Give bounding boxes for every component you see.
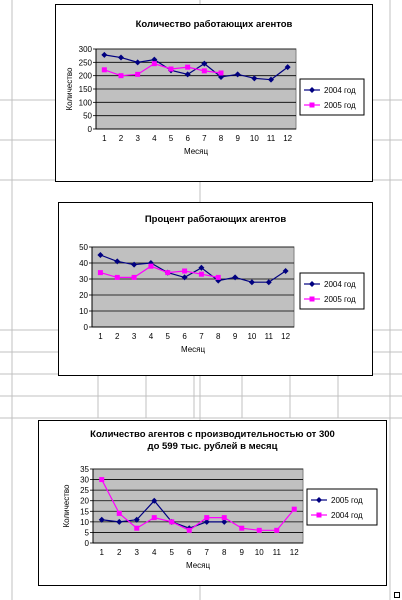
data-point xyxy=(169,519,174,524)
y-tick-label: 15 xyxy=(80,507,89,517)
data-point xyxy=(102,67,107,72)
data-point xyxy=(119,73,124,78)
x-tick-label: 2 xyxy=(118,134,124,143)
y-tick-label: 200 xyxy=(78,71,92,81)
plot-area xyxy=(93,469,303,543)
y-tick-label: 50 xyxy=(83,111,92,121)
chart-title: Процент работающих агентов xyxy=(144,214,287,225)
x-tick-label: 5 xyxy=(165,332,170,341)
x-tick-label: 12 xyxy=(283,134,293,143)
y-tick-label: 100 xyxy=(78,98,92,108)
resize-handle[interactable] xyxy=(394,592,400,598)
x-axis-title: Месяц xyxy=(183,147,209,156)
data-point xyxy=(257,528,262,533)
x-tick-label: 9 xyxy=(232,332,238,341)
x-tick-label: 1 xyxy=(102,134,107,143)
x-tick-label: 9 xyxy=(239,548,244,557)
y-tick-label: 20 xyxy=(80,496,89,506)
y-tick-label: 10 xyxy=(79,307,88,316)
x-tick-label: 8 xyxy=(216,332,221,341)
data-point xyxy=(219,71,224,76)
data-point xyxy=(202,68,207,73)
data-point xyxy=(152,61,157,66)
data-point xyxy=(135,72,140,77)
data-point xyxy=(117,511,122,516)
data-point xyxy=(165,270,170,275)
chart-working-agents-count[interactable] xyxy=(55,4,373,182)
data-point xyxy=(204,515,209,520)
x-tick-label: 12 xyxy=(281,332,291,341)
data-point xyxy=(169,67,174,72)
x-tick-label: 11 xyxy=(264,332,273,341)
x-tick-label: 2 xyxy=(115,332,120,341)
plot-area xyxy=(92,247,294,327)
data-point xyxy=(148,264,153,269)
y-axis-title: Количество xyxy=(62,484,71,528)
data-point xyxy=(98,270,103,275)
x-tick-label: 10 xyxy=(249,134,259,143)
legend-marker xyxy=(310,297,315,302)
legend-marker xyxy=(310,103,315,108)
legend-label: 2004 год xyxy=(331,511,363,520)
x-tick-label: 6 xyxy=(182,332,187,341)
data-point xyxy=(187,528,192,533)
chart-svg xyxy=(56,5,372,181)
x-tick-label: 4 xyxy=(152,548,157,557)
data-point xyxy=(292,507,297,512)
data-point xyxy=(222,515,227,520)
x-tick-label: 7 xyxy=(199,332,204,341)
y-tick-label: 150 xyxy=(78,85,92,94)
y-tick-label: 20 xyxy=(79,291,88,300)
x-tick-label: 5 xyxy=(168,134,174,143)
y-tick-label: 0 xyxy=(83,323,88,332)
y-tick-label: 30 xyxy=(80,475,89,485)
x-tick-label: 7 xyxy=(204,548,209,557)
y-tick-label: 50 xyxy=(79,243,88,252)
x-tick-label: 8 xyxy=(218,134,224,143)
chart-title: Количество агентов с производительностью от 300 до 599 тыс. рублей в месяц xyxy=(90,429,335,452)
x-tick-label: 4 xyxy=(148,332,154,341)
data-point xyxy=(239,526,244,531)
y-tick-label: 40 xyxy=(79,259,88,268)
x-tick-label: 12 xyxy=(289,548,299,557)
chart-svg xyxy=(39,421,386,585)
x-axis-title: Месяц xyxy=(185,561,211,570)
data-point xyxy=(185,65,190,70)
data-point xyxy=(99,477,104,482)
data-point xyxy=(216,275,221,280)
data-point xyxy=(115,275,120,280)
y-tick-label: 35 xyxy=(80,465,89,474)
x-tick-label: 2 xyxy=(117,548,122,557)
y-tick-label: 30 xyxy=(79,275,88,284)
data-point xyxy=(152,515,157,520)
x-tick-label: 10 xyxy=(247,332,257,341)
y-tick-label: 300 xyxy=(78,45,92,54)
x-tick-label: 7 xyxy=(202,134,207,143)
x-tick-label: 9 xyxy=(235,134,240,143)
y-tick-label: 0 xyxy=(84,539,89,548)
data-point xyxy=(182,269,187,274)
x-tick-label: 11 xyxy=(272,548,281,557)
x-tick-label: 6 xyxy=(187,548,192,557)
x-tick-label: 1 xyxy=(98,332,103,341)
chart-working-agents-percent[interactable] xyxy=(58,202,373,376)
legend-marker xyxy=(317,513,322,518)
x-tick-label: 3 xyxy=(134,548,139,557)
x-tick-label: 3 xyxy=(135,134,140,143)
chart-title: Количество работающих агентов xyxy=(135,19,293,30)
y-tick-label: 0 xyxy=(87,125,92,134)
y-tick-label: 250 xyxy=(78,58,92,68)
y-axis-title: Количество xyxy=(65,67,74,111)
y-tick-label: 5 xyxy=(84,528,89,538)
x-tick-label: 11 xyxy=(266,134,276,143)
x-tick-label: 8 xyxy=(222,548,227,557)
legend-label: 2005 год xyxy=(324,295,356,304)
x-tick-label: 3 xyxy=(131,332,137,341)
chart-svg xyxy=(59,203,372,375)
data-point xyxy=(274,528,279,533)
x-tick-label: 1 xyxy=(99,548,104,557)
x-tick-label: 6 xyxy=(185,134,190,143)
data-point xyxy=(132,275,137,280)
legend-label: 2005 год xyxy=(324,101,356,110)
data-point xyxy=(199,272,204,277)
legend-label: 2005 год xyxy=(331,496,363,505)
data-point xyxy=(134,526,139,531)
x-tick-label: 4 xyxy=(152,134,157,143)
y-tick-label: 25 xyxy=(80,486,89,496)
x-tick-label: 10 xyxy=(254,548,264,557)
y-tick-label: 10 xyxy=(80,517,89,527)
x-axis-title: Месяц xyxy=(180,345,206,354)
chart-agents-productivity[interactable] xyxy=(38,420,387,586)
x-tick-label: 5 xyxy=(169,548,174,557)
legend-label: 2004 год xyxy=(324,280,356,289)
legend-label: 2004 год xyxy=(324,86,356,95)
